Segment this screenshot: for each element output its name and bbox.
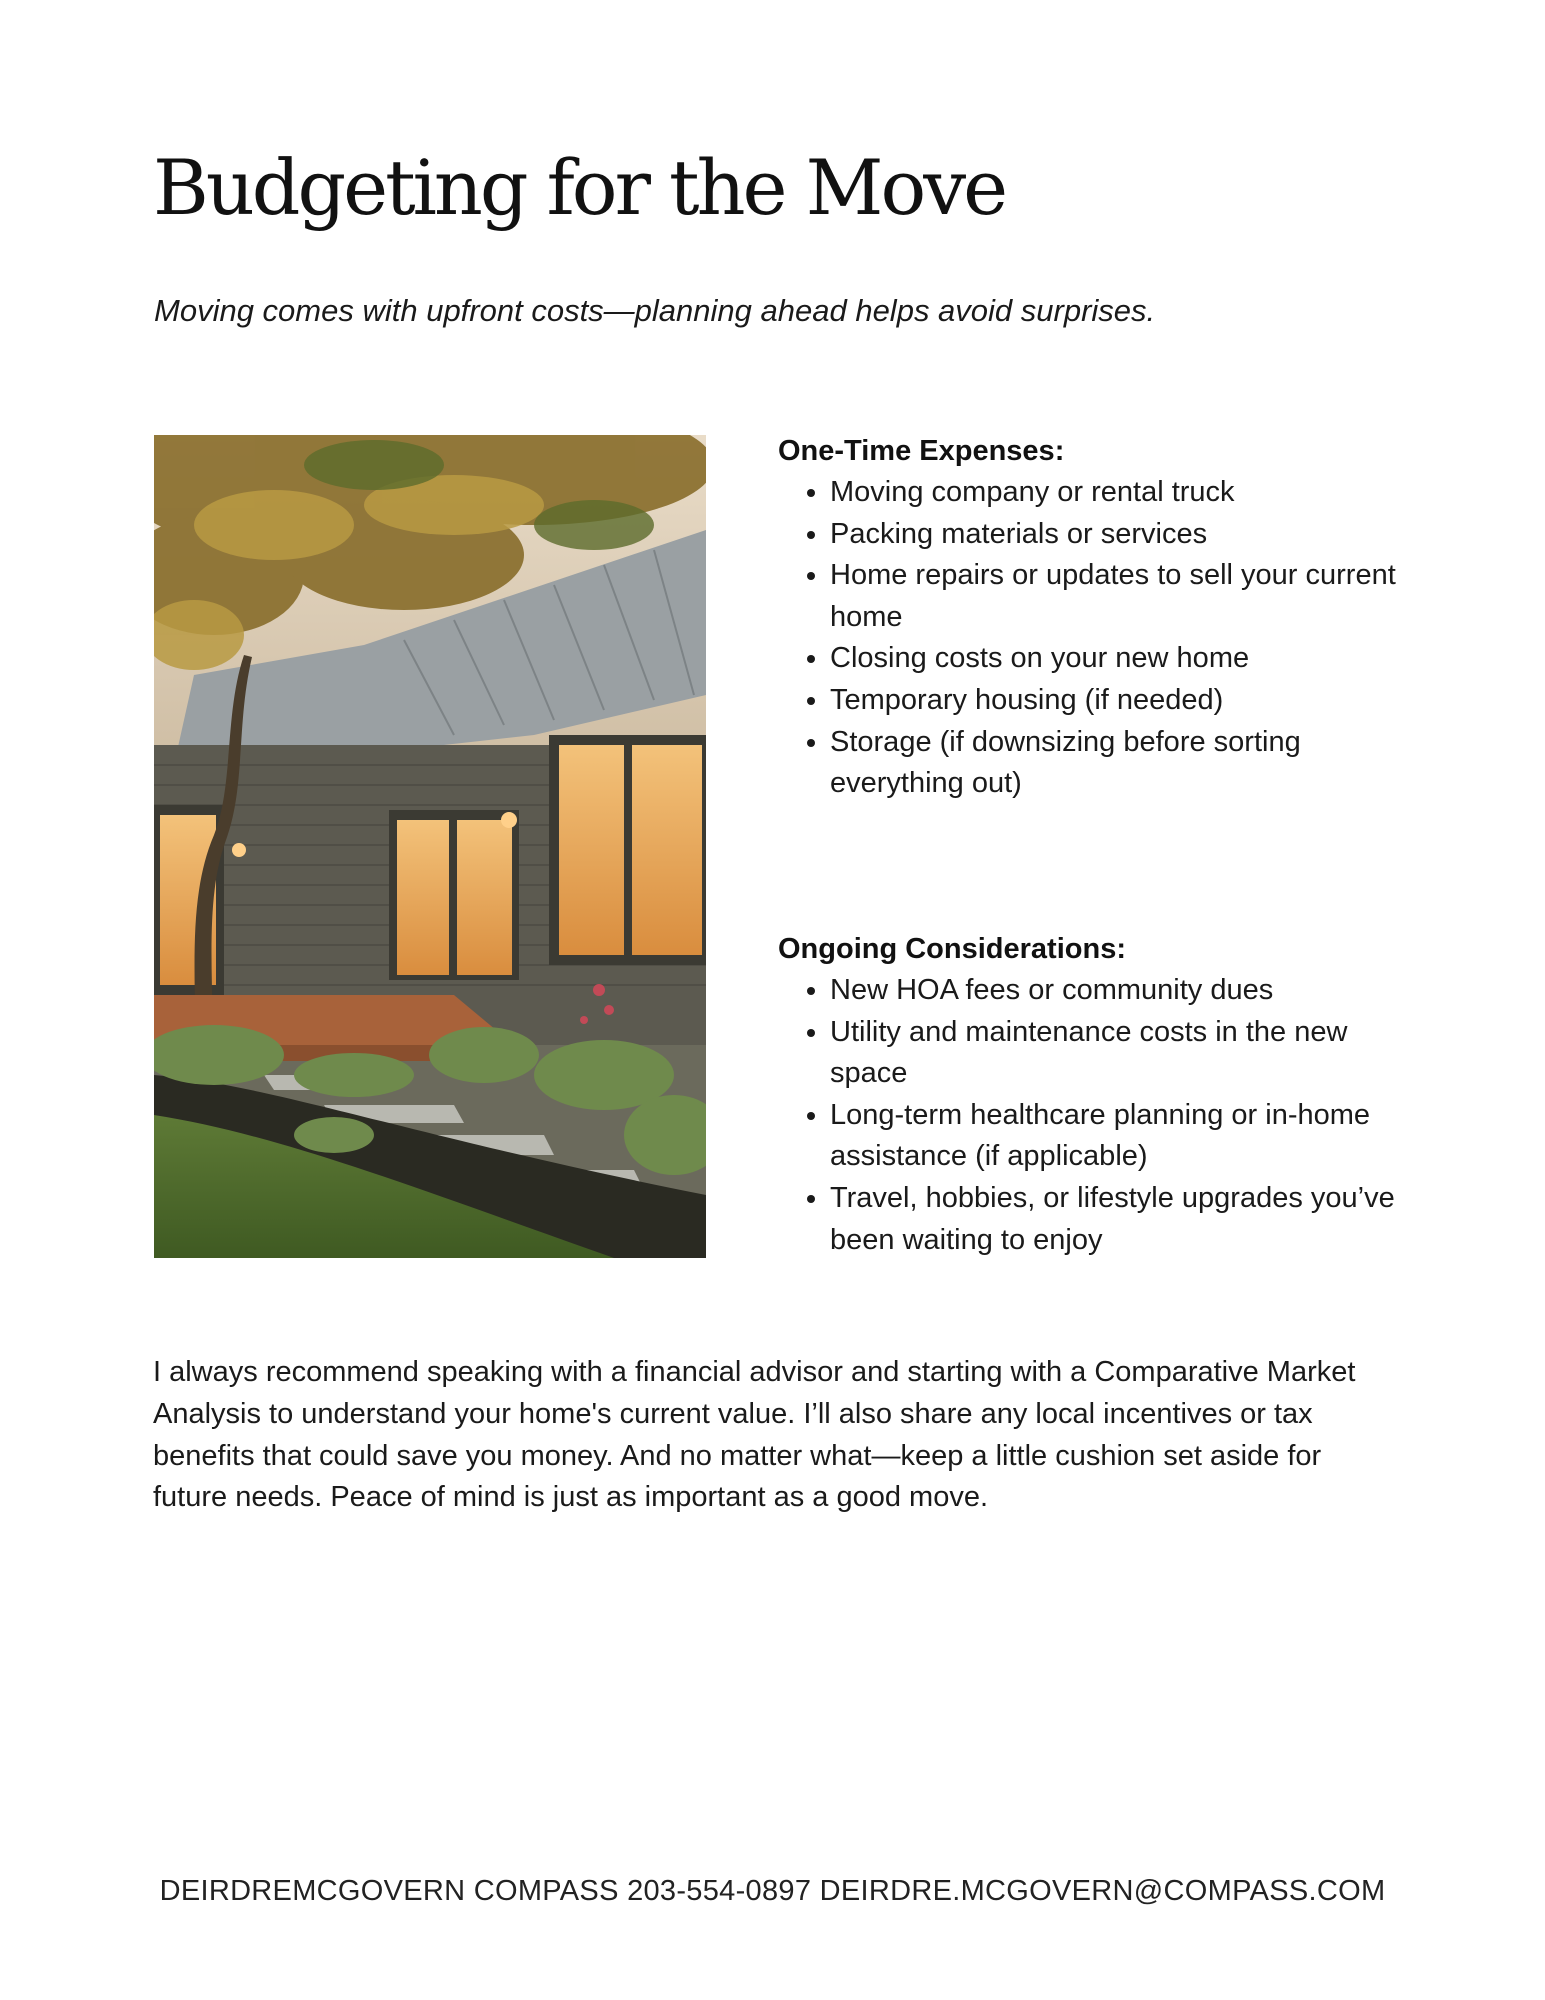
page-subtitle: Moving comes with upfront costs—planning ahead helps avoid surprises. <box>154 293 1156 328</box>
house-exterior-photo <box>154 435 706 1258</box>
list-item: • Home repairs or updates to sell your current home <box>830 555 1418 638</box>
house-exterior-photo-icon <box>154 435 706 1258</box>
page-title: Budgeting for the Move <box>153 143 1006 232</box>
list-item: • Long-term healthcare planning or in-home assistance (if applicable) <box>830 1095 1418 1178</box>
ongoing-considerations-section <box>778 928 1418 1261</box>
list-item: • Temporary housing (if needed) <box>830 680 1418 722</box>
list-item: • Packing materials or services <box>830 514 1418 556</box>
one-time-expenses-section <box>778 430 1418 805</box>
list-item: • Utility and maintenance costs in the new space <box>830 1012 1418 1095</box>
advice-paragraph: I always recommend speaking with a financial advisor and starting with a Comparative Market Analysis to understand your home's current value. I’ll also share any local incentives or tax benefits that could save you money. And no matter what—keep a little cushion set aside for future needs. Peace of mind is just as important as a good move. <box>153 1356 1356 1514</box>
ongoing-considerations-list <box>778 970 1418 1261</box>
list-item: • Storage (if downsizing before sorting everything out) <box>830 722 1418 805</box>
list-item: • Travel, hobbies, or lifestyle upgrades you’ve been waiting to enjoy <box>830 1178 1418 1261</box>
footer-contact: DEIRDREMCGOVERN COMPASS 203-554-0897 DEIRDRE.MCGOVERN@COMPASS.COM <box>159 1875 1386 1907</box>
list-item: • New HOA fees or community dues <box>830 970 1418 1012</box>
ongoing-considerations-heading: Ongoing Considerations: <box>778 933 1126 965</box>
list-item: • Closing costs on your new home <box>830 638 1418 680</box>
list-item: • Moving company or rental truck <box>830 472 1418 514</box>
one-time-expenses-heading: One-Time Expenses: <box>778 435 1065 467</box>
one-time-expenses-list <box>778 472 1418 805</box>
